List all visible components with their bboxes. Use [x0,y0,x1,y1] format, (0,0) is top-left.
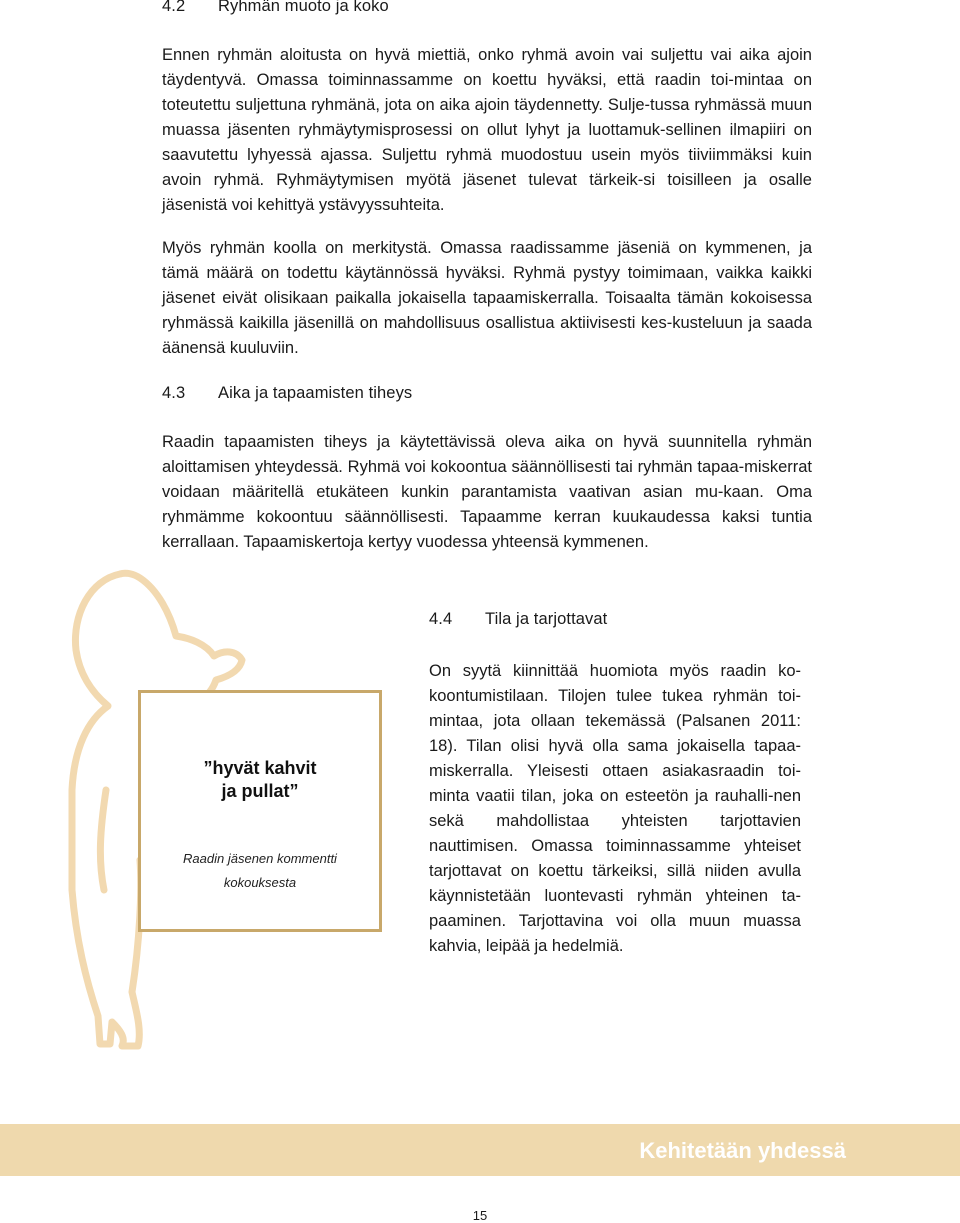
quote-text [141,757,379,803]
footer-title: Kehitetään yhdessä [639,1138,846,1163]
paragraph-space-refreshments: On syytä kiinnittää huomiota myös raadin ko-koontumistilaan. Tilojen tulee tukea ryhmän toi-mintaa, jota ollaan tekemässä (Palsanen 2011: 18). Tilan olisi hyvä olla sama jokaisella tapaa-miskerralla. Yleisesti ottaen asiakasraadin toi-minta vaatii tilan, joka on esteetön ja rauhalli-nen sekä mahdollistaa yhteisten tarjottavien nauttimisen. Omassa toiminnassamme yhteiset tarjottavat on koettu tärkeiksi, sillä niiden avulla käynnistetään luontevasti ryhmän yhteinen ta-paaminen. Tarjottavina voi olla muun muassa kahvia, leipää ja hedelmiä. [429,662,801,955]
quote-caption-line: Raadin jäsenen kommentti [183,851,337,866]
section-heading-4-4 [429,610,607,629]
paragraph-group-shape: Ennen ryhmän aloitusta on hyvä miettiä, onko ryhmä avoin vai suljettu vai aika ajoin täydentyvä. Omassa toiminnassamme on koettu hyväksi, että raadin toi-mintaa on toteutettu suljettuna ryhmänä, jota on aika ajoin täydennetty. Sulje-tussa ryhmässä muun muassa jäsenten ryhmäytymisprosessi on ollut lyhyt ja luottamuk-sellinen ilmapiiri on saavutettu lyhyessä ajassa. Suljettu ryhmä muodostuu usein myös tiiviimmäksi kuin avoin ryhmä. Ryhmäytymisen myötä jäsenet tulevat tärkeik-si toisilleen ja osalle jäsenistä voi kehittyä ystävyyssuhteita. [162,46,812,214]
quote-line: ja pullat” [221,781,299,801]
paragraph-group-size: Myös ryhmän koolla on merkitystä. Omassa raadissamme jäseniä on kymmenen, ja tämä määrä on todettu käytännössä hyväksi. Ryhmä pystyy toimimaan, vaikka kaikki jäsenet eivät olisikaan paikalla jokaisella tapaamiskerralla. Toisaalta tämän kokoisessa ryhmässä kaikilla jäsenillä on mahdollisuus osallistua aktiivisesti kes-kusteluun ja saada äänensä kuuluviin. [162,239,812,357]
section-title: Tila ja tarjottavat [485,610,608,628]
section-title: Ryhmän muoto ja koko [218,0,389,15]
section-number: 4.3 [162,384,186,402]
section-number: 4.4 [429,610,453,628]
section-heading-4-3 [162,384,412,403]
quote-line: ”hyvät kahvit [203,758,317,778]
quote-box [138,690,382,932]
quote-caption [161,847,359,895]
section-heading-4-2 [162,0,389,16]
section-title: Aika ja tapaamisten tiheys [218,384,413,402]
section-number: 4.2 [162,0,186,15]
page-number: 15 [472,1208,488,1223]
paragraph-meeting-frequency: Raadin tapaamisten tiheys ja käytettävissä oleva aika on hyvä suunnitella ryhmän aloittamisen yhteydessä. Ryhmä voi kokoontua säännöllisesti tai ryhmän tapaa-miskerrat voidaan määritellä etukäteen kunkin parantamista vaativan asian mu-kaan. Oma ryhmämme kokoontuu säännöllisesti. Tapaamme kerran kuukaudessa kaksi tuntia kerrallaan. Tapaamiskertoja kertyy vuodessa yhteensä kymmenen. [162,433,812,551]
quote-caption-line: kokouksesta [223,875,297,890]
